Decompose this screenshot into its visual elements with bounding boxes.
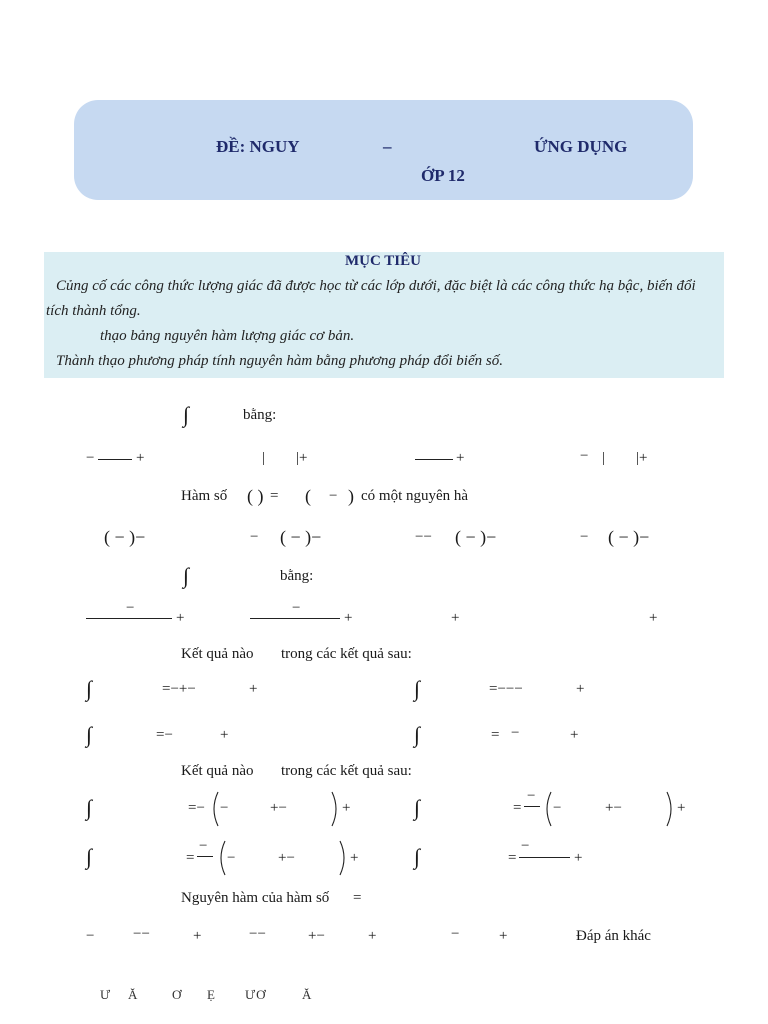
q4-option-b-plus: + <box>576 681 585 697</box>
q5-option-d-eq: = <box>508 850 517 866</box>
q2-text-a: Hàm số <box>181 488 228 504</box>
q5-option-c-plus: + <box>350 850 359 866</box>
q2-text-b: có một nguyên hà <box>361 488 469 504</box>
q2-option-d: ( − )− <box>608 527 650 547</box>
q5-option-a-plus: + <box>342 800 351 816</box>
title-line2: ỚP 12 <box>421 166 465 185</box>
q5-option-d-fraction-bar <box>519 857 570 858</box>
q4-option-d-integral: ∫ <box>414 722 421 747</box>
q4-option-b-integral: ∫ <box>414 676 421 701</box>
q6-option-other: Đáp án khác <box>576 928 651 944</box>
q5-option-a-inner2: +− <box>270 800 287 816</box>
q6-text: Nguyên hàm của hàm số <box>181 890 330 906</box>
q1-option-c-fraction-bar <box>415 459 453 460</box>
q5-option-b-top: − <box>527 788 536 804</box>
q2-option-d-prefix: − <box>580 529 589 545</box>
q1-option-c-plus: + <box>456 450 465 466</box>
footer-char-2: Ă <box>128 987 139 1002</box>
q2-option-a: ( − )− <box>104 527 146 547</box>
q1-option-a-fraction-bar <box>98 459 132 460</box>
objectives-line1: Củng cố các công thức lượng giác đã được học từ các lớp dưới, đặc biệt là các công thức hạ bậc, biến đổi <box>56 278 696 294</box>
q3-text: bằng: <box>280 568 314 584</box>
q4-option-c-integral: ∫ <box>86 722 93 747</box>
q1-option-b-bar-plus: |+ <box>296 450 308 466</box>
q1-integral-symbol: ∫ <box>183 402 190 427</box>
footer-char-6: Ă <box>302 987 313 1002</box>
q4-option-d-plus: + <box>570 727 579 743</box>
q5-option-b-right-paren <box>665 790 677 828</box>
q5-option-a-eq: =− <box>188 800 205 816</box>
q5-text-a: Kết quả nào <box>181 763 254 779</box>
q3-option-a-fraction-bar <box>86 618 172 619</box>
objectives-line4: Thành thạo phương pháp tính nguyên hàm bằng phương pháp đổi biến số. <box>56 353 503 369</box>
q2-paren-open: ( <box>305 486 311 506</box>
q5-option-c-right-paren <box>338 839 350 877</box>
q1-option-a-plus: + <box>136 450 145 466</box>
q5-option-b-left-paren <box>541 790 553 828</box>
footer-char-5: ƯƠ <box>245 987 267 1002</box>
q6-option-c-expr1: −− <box>249 926 266 942</box>
q4-text-a: Kết quả nào <box>181 646 254 662</box>
q2-option-c-prefix: −− <box>415 529 432 545</box>
q5-option-d-plus: + <box>574 850 583 866</box>
q5-option-c-left-paren <box>215 839 227 877</box>
q5-option-b-eq: = <box>513 800 522 816</box>
q2-paren-close: ) <box>348 486 354 506</box>
q5-option-b-inner1: − <box>553 800 562 816</box>
q6-option-a: − <box>86 928 95 944</box>
q4-option-d-eq: = <box>491 727 500 743</box>
q3-option-a-top: − <box>126 600 135 616</box>
q4-option-c-expr: =− <box>156 727 173 743</box>
q2-option-b: ( − )− <box>280 527 322 547</box>
q5-text-b: trong các kết quả sau: <box>281 763 412 779</box>
q4-option-a-integral: ∫ <box>86 676 93 701</box>
q5-option-b-plus: + <box>677 800 686 816</box>
q4-option-b-expr: =−−− <box>489 681 523 697</box>
q5-option-b-integral: ∫ <box>414 795 421 820</box>
q2-paren: ( ) <box>247 486 264 506</box>
title-left: ĐỀ: NGUY <box>216 137 300 156</box>
q6-option-d-minus: − <box>451 926 460 942</box>
footer-char-1: Ư <box>100 987 112 1002</box>
q3-option-b-plus: + <box>344 610 353 626</box>
q5-option-b-inner2: +− <box>605 800 622 816</box>
q4-option-c-plus: + <box>220 727 229 743</box>
q1-option-d-bar-plus: |+ <box>636 450 648 466</box>
objectives-line2: tích thành tổng. <box>46 303 141 319</box>
objectives-heading: MỤC TIÊU <box>345 253 421 269</box>
q4-text-b: trong các kết quả sau: <box>281 646 412 662</box>
q1-option-d-bar: | <box>602 450 606 466</box>
footer-char-4: Ẹ <box>207 987 216 1002</box>
q5-option-b-fraction-bar <box>524 806 540 807</box>
q3-option-d-plus: + <box>649 610 658 626</box>
q5-option-c-inner2: +− <box>278 850 295 866</box>
q5-option-d-top: − <box>521 838 530 854</box>
q3-option-b-fraction-bar <box>250 618 340 619</box>
q3-integral-symbol: ∫ <box>183 563 190 588</box>
q4-option-a-plus: + <box>249 681 258 697</box>
q5-option-c-inner1: − <box>227 850 236 866</box>
q2-minus: − <box>329 488 338 504</box>
q5-option-a-right-paren <box>330 790 342 828</box>
q1-option-a-minus: − <box>86 450 95 466</box>
q6-option-d-plus: + <box>499 928 508 944</box>
title-right: ỨNG DỤNG <box>534 137 628 156</box>
q5-option-c-fraction-bar <box>197 856 213 857</box>
q6-option-b-plus: + <box>193 928 202 944</box>
q1-option-b-bar: | <box>262 450 266 466</box>
footer-char-3: Ơ <box>172 987 183 1002</box>
q6-option-c-expr2: +− <box>308 928 325 944</box>
q6-eq: = <box>353 890 362 906</box>
q5-option-c-integral: ∫ <box>86 844 93 869</box>
q5-option-a-inner1: − <box>220 800 229 816</box>
q5-option-a-left-paren <box>208 790 220 828</box>
q2-option-b-prefix: − <box>250 529 259 545</box>
q3-option-a-plus: + <box>176 610 185 626</box>
q5-option-c-eq: = <box>186 850 195 866</box>
q1-text: bằng: <box>243 407 277 423</box>
title-dash: – <box>383 137 392 156</box>
q3-option-b-top: − <box>292 600 301 616</box>
objectives-line3: thạo bảng nguyên hàm lượng giác cơ bản. <box>100 328 355 344</box>
q5-option-a-integral: ∫ <box>86 795 93 820</box>
q1-option-d-minus: − <box>580 448 589 464</box>
q5-option-c-top: − <box>199 838 208 854</box>
q2-eq: = <box>270 488 279 504</box>
q6-option-c-plus: + <box>368 928 377 944</box>
q6-option-b-expr: −− <box>133 926 150 942</box>
q4-option-a-expr: =−+− <box>162 681 196 697</box>
q3-option-c-plus: + <box>451 610 460 626</box>
q4-option-d-minus: − <box>511 725 520 741</box>
q5-option-d-integral: ∫ <box>414 844 421 869</box>
q2-option-c: ( − )− <box>455 527 497 547</box>
